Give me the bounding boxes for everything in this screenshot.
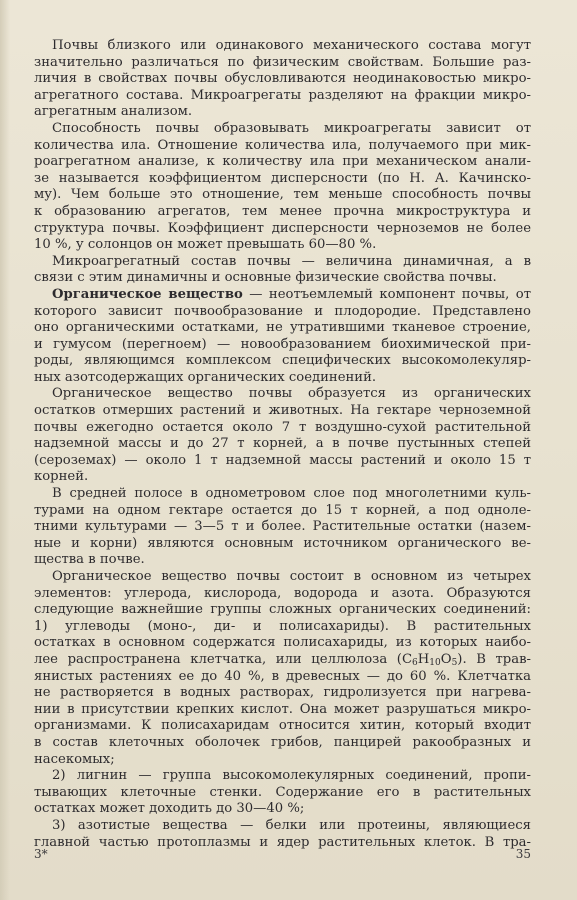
text-line: роды, являющимся комплексом специфических высокомолекуляр-	[34, 353, 531, 369]
text-line: агрегатного состава. Микроагрегаты разделяют на фракции микро-	[34, 87, 531, 103]
paragraph	[34, 386, 531, 486]
text-line: остатках может доходить до 30—40 %;	[34, 801, 305, 817]
text-line: и гумусом (перегноем) — новообразованием биохимической при-	[34, 336, 531, 352]
printer-signature: 3*	[34, 847, 48, 861]
text-line: 10 %, у солонцов он может превышать 60—80 %.	[34, 237, 377, 253]
text-line: главной частью протоплазмы и ядер растительных клеток. В тра-	[34, 834, 531, 850]
text-line: значительно различаться по физическим свойствам. Большие раз-	[34, 54, 531, 70]
text-line: элементов: углерода, кислорода, водорода и азота. Образуются	[34, 585, 531, 601]
bold-term: Органическое вещество	[52, 286, 243, 302]
text-line: Почвы близкого или одинакового механического состава могут	[52, 38, 531, 53]
page-body	[34, 38, 531, 851]
paragraph	[34, 287, 531, 387]
paragraph	[34, 254, 531, 287]
text-run: ). В трав-	[457, 651, 531, 667]
text-line: насекомых;	[34, 751, 115, 767]
text-line: организмами. К полисахаридам относится хитин, который входит	[34, 718, 531, 734]
paragraph	[34, 121, 531, 254]
text-line: 2) лигнин — группа высокомолекулярных соединений, пропи-	[52, 768, 531, 784]
formula-subscript: 5	[451, 657, 458, 668]
paragraph	[34, 486, 531, 569]
text-line: структура почвы. Коэффициент дисперсности черноземов не более	[34, 220, 531, 236]
text-line: тними культурами — 3—5 т и более. Растительные остатки (назем-	[34, 519, 531, 535]
paragraph	[34, 818, 531, 851]
text-line: к образованию агрегатов, тем менее прочна микроструктура и	[34, 203, 531, 219]
text-line: щества в почве.	[34, 552, 145, 568]
text-line: тывающих клеточные стенки. Содержание его в растительных	[34, 784, 531, 800]
text-line: ные и корни) являются основным источником органического ве-	[34, 535, 531, 551]
text-line: нии в присутствии крепких кислот. Она может разрушаться микро-	[34, 701, 531, 717]
text-run: — неотъемлемый компонент почвы, от	[242, 286, 531, 302]
text-line: надземной массы и до 27 т корней, а в почве пустынных степей	[34, 436, 531, 452]
text-line: не растворяется в водных растворах, гидролизуется при нагрева-	[34, 685, 531, 701]
text-line: зе называется коэффициентом дисперсности (по Н. А. Качинско-	[34, 170, 531, 186]
text-line: количества ила. Отношение количества ила, получаемого при мик-	[34, 137, 531, 153]
text-line: корней.	[34, 469, 89, 485]
text-line	[34, 287, 531, 304]
text-line	[34, 652, 531, 669]
text-line: Органическое вещество почвы состоит в основном из четырех	[52, 569, 531, 584]
paragraph	[34, 569, 531, 768]
text-line: 3) азотистые вещества — белки или протеины, являющиеся	[52, 817, 531, 833]
text-line: му). Чем больше это отношение, тем меньше способность почвы	[34, 187, 531, 203]
text-line: остатков отмерших растений и животных. На гектаре черноземной	[34, 403, 531, 419]
text-line: почвы ежегодно остается около 7 т воздушно-сухой растительной	[34, 419, 531, 435]
text-line: остатках в основном содержатся полисахариды, из которых наибо-	[34, 635, 531, 651]
text-run: лее распространена клетчатка, или целлюлоза (С	[34, 651, 413, 667]
text-line: в состав клеточных оболочек грибов, панцирей ракообразных и	[34, 734, 531, 750]
paragraph	[34, 38, 531, 121]
text-line: янистых растениях ее до 40 %, в древесных — до 60 %. Клетчатка	[34, 668, 531, 684]
paragraph	[34, 768, 531, 818]
formula-subscript: 6	[412, 657, 418, 668]
text-line: (сероземах) — около 1 т надземной массы растений и около 15 т	[34, 452, 531, 468]
formula-subscript: 10	[429, 657, 441, 668]
text-line: личия в свойствах почвы обусловливаются неодинаковостью микро-	[34, 71, 531, 87]
text-line: следующие важнейшие группы сложных органических соединений:	[34, 602, 531, 618]
text-run: О	[440, 651, 452, 667]
page-number: 35	[515, 847, 531, 861]
text-line: турами на одном гектаре остается до 15 т корней, а под одноле-	[34, 502, 531, 518]
text-line: Органическое вещество почвы образуется из органических	[52, 386, 531, 402]
text-line: Микроагрегатный состав почвы — величина динамичная, а в	[52, 253, 531, 269]
text-line: связи с этим динамичны и основные физические свойства почвы.	[34, 270, 497, 286]
text-line: В средней полосе в однометровом слое под многолетними куль-	[52, 486, 531, 502]
text-line: агрегатным анализом.	[34, 104, 193, 120]
text-line: роагрегатном анализе, к количеству ила при механическом анали-	[34, 154, 531, 170]
text-line: ных азотсодержащих органических соединений.	[34, 369, 377, 385]
text-run: Н	[417, 651, 430, 667]
text-line: 1) углеводы (моно-, ди- и полисахариды). В растительных	[34, 618, 531, 634]
text-line: оно органическими остатками, не утратившими тканевое строение,	[34, 320, 531, 336]
text-line: Способность почвы образовывать микроагрегаты зависит от	[52, 120, 531, 136]
text-line: которого зависит почвообразование и плодородие. Представлено	[34, 303, 531, 319]
